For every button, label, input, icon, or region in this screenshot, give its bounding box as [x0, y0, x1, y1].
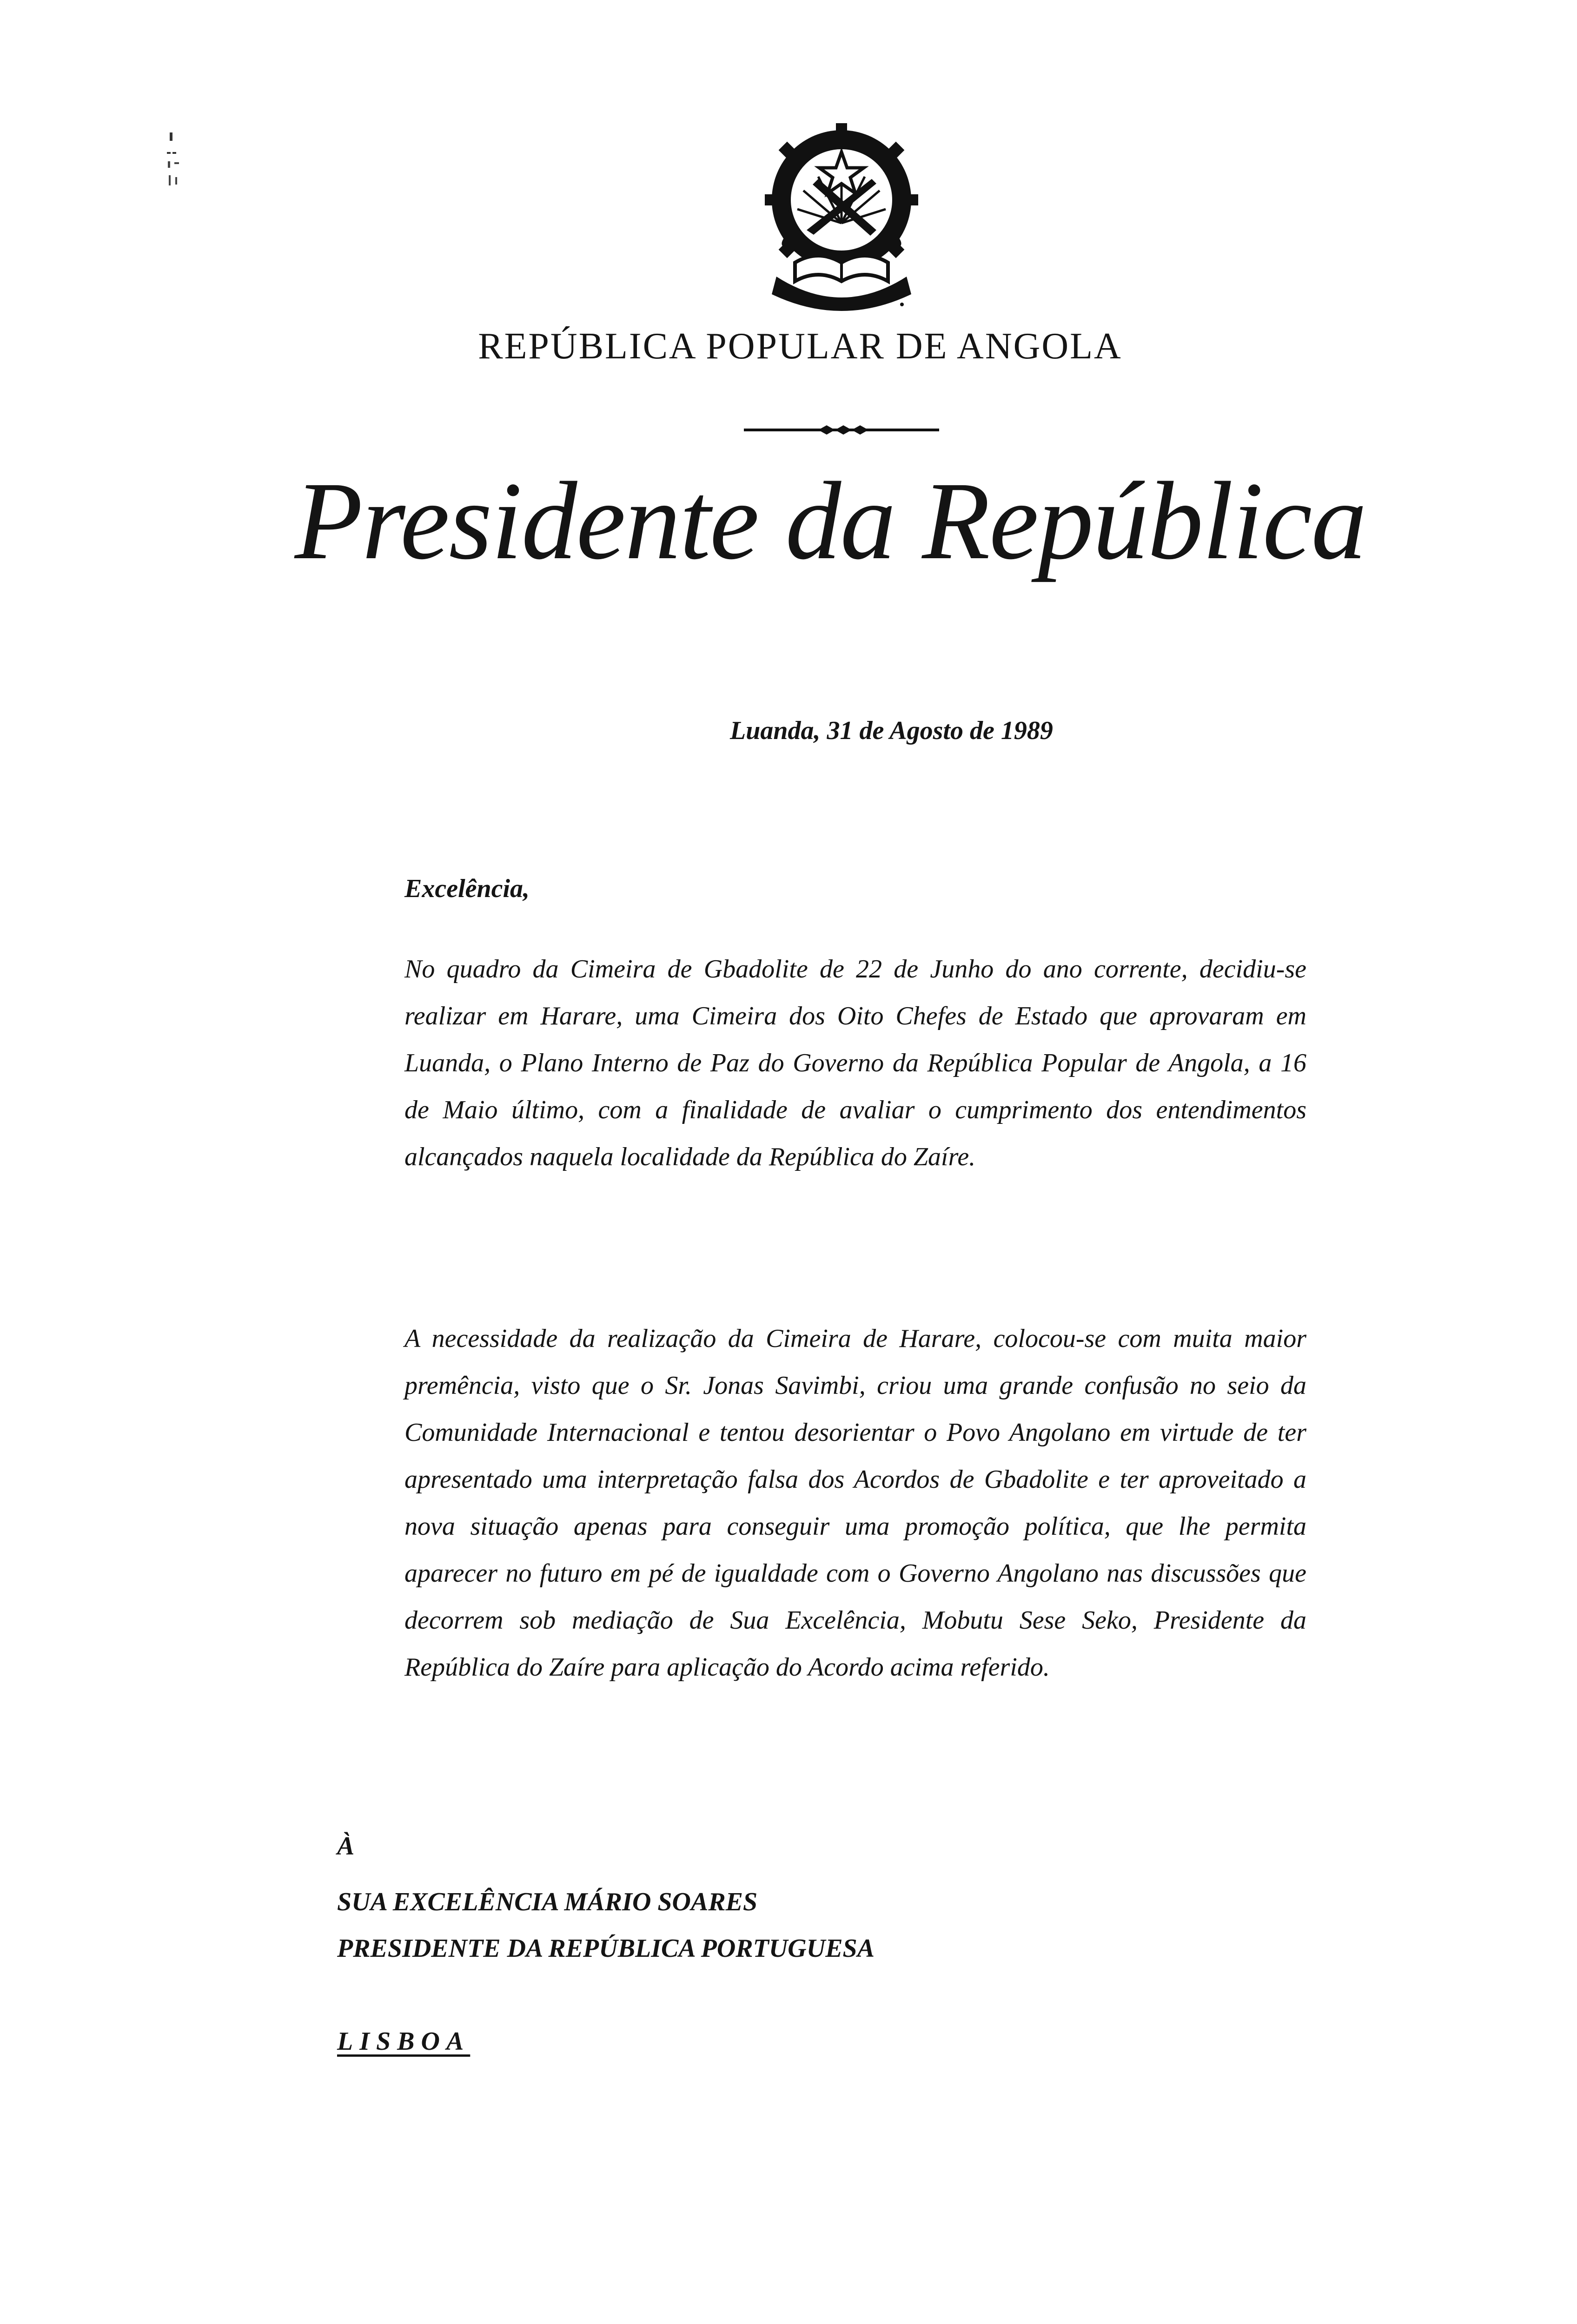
addressee-prefix: À	[337, 1832, 355, 1861]
republic-name: REPÚBLICA POPULAR DE ANGOLA	[478, 326, 1122, 367]
addressee-title: PRESIDENTE DA REPÚBLICA PORTUGUESA	[337, 1934, 875, 1963]
margin-marks	[165, 132, 188, 193]
addressee-name: SUA EXCELÊNCIA MÁRIO SOARES	[337, 1888, 758, 1916]
national-emblem-icon	[762, 123, 921, 314]
letter-date: Luanda, 31 de Agosto de 1989	[730, 716, 1053, 745]
addressee-city: LISBOA	[337, 2027, 470, 2056]
header-ornament-rule	[744, 421, 939, 439]
body-paragraph: A necessidade da realização da Cimeira de Harare, colocou-se com muita maior premência, visto que o Sr. Jonas Savimbi, criou uma grande confusão no seio da Comunidade Internacional e tentou desorientar o Povo Angolano em virtude de ter apresentado uma interpretação falsa dos Acordos de Gbadolite e ter aproveitado a nova situação apenas para conseguir uma promoção política, que lhe permita aparecer no futuro em pé de igualdade com o Governo Angolano nas discussões que decorrem sob mediação de Sua Excelência, Mobutu Sese Seko, Presidente da República do Zaíre para aplicação do Acordo acima referido.	[404, 1324, 1306, 1682]
salutation: Excelência,	[404, 874, 530, 903]
office-title: Presidente da República	[294, 459, 1366, 582]
body-paragraph: No quadro da Cimeira de Gbadolite de 22 de Junho do ano corrente, decidiu-se realizar em Harare, uma Cimeira dos Oito Chefes de Estado que aprovaram em Luanda, o Plano Interno de Paz do Governo da República Popular de Angola, a 16 de Maio último, com a finalidade de avaliar o cumprimento dos entendimentos alcançados naquela localidade da República do Zaíre.	[404, 955, 1306, 1171]
